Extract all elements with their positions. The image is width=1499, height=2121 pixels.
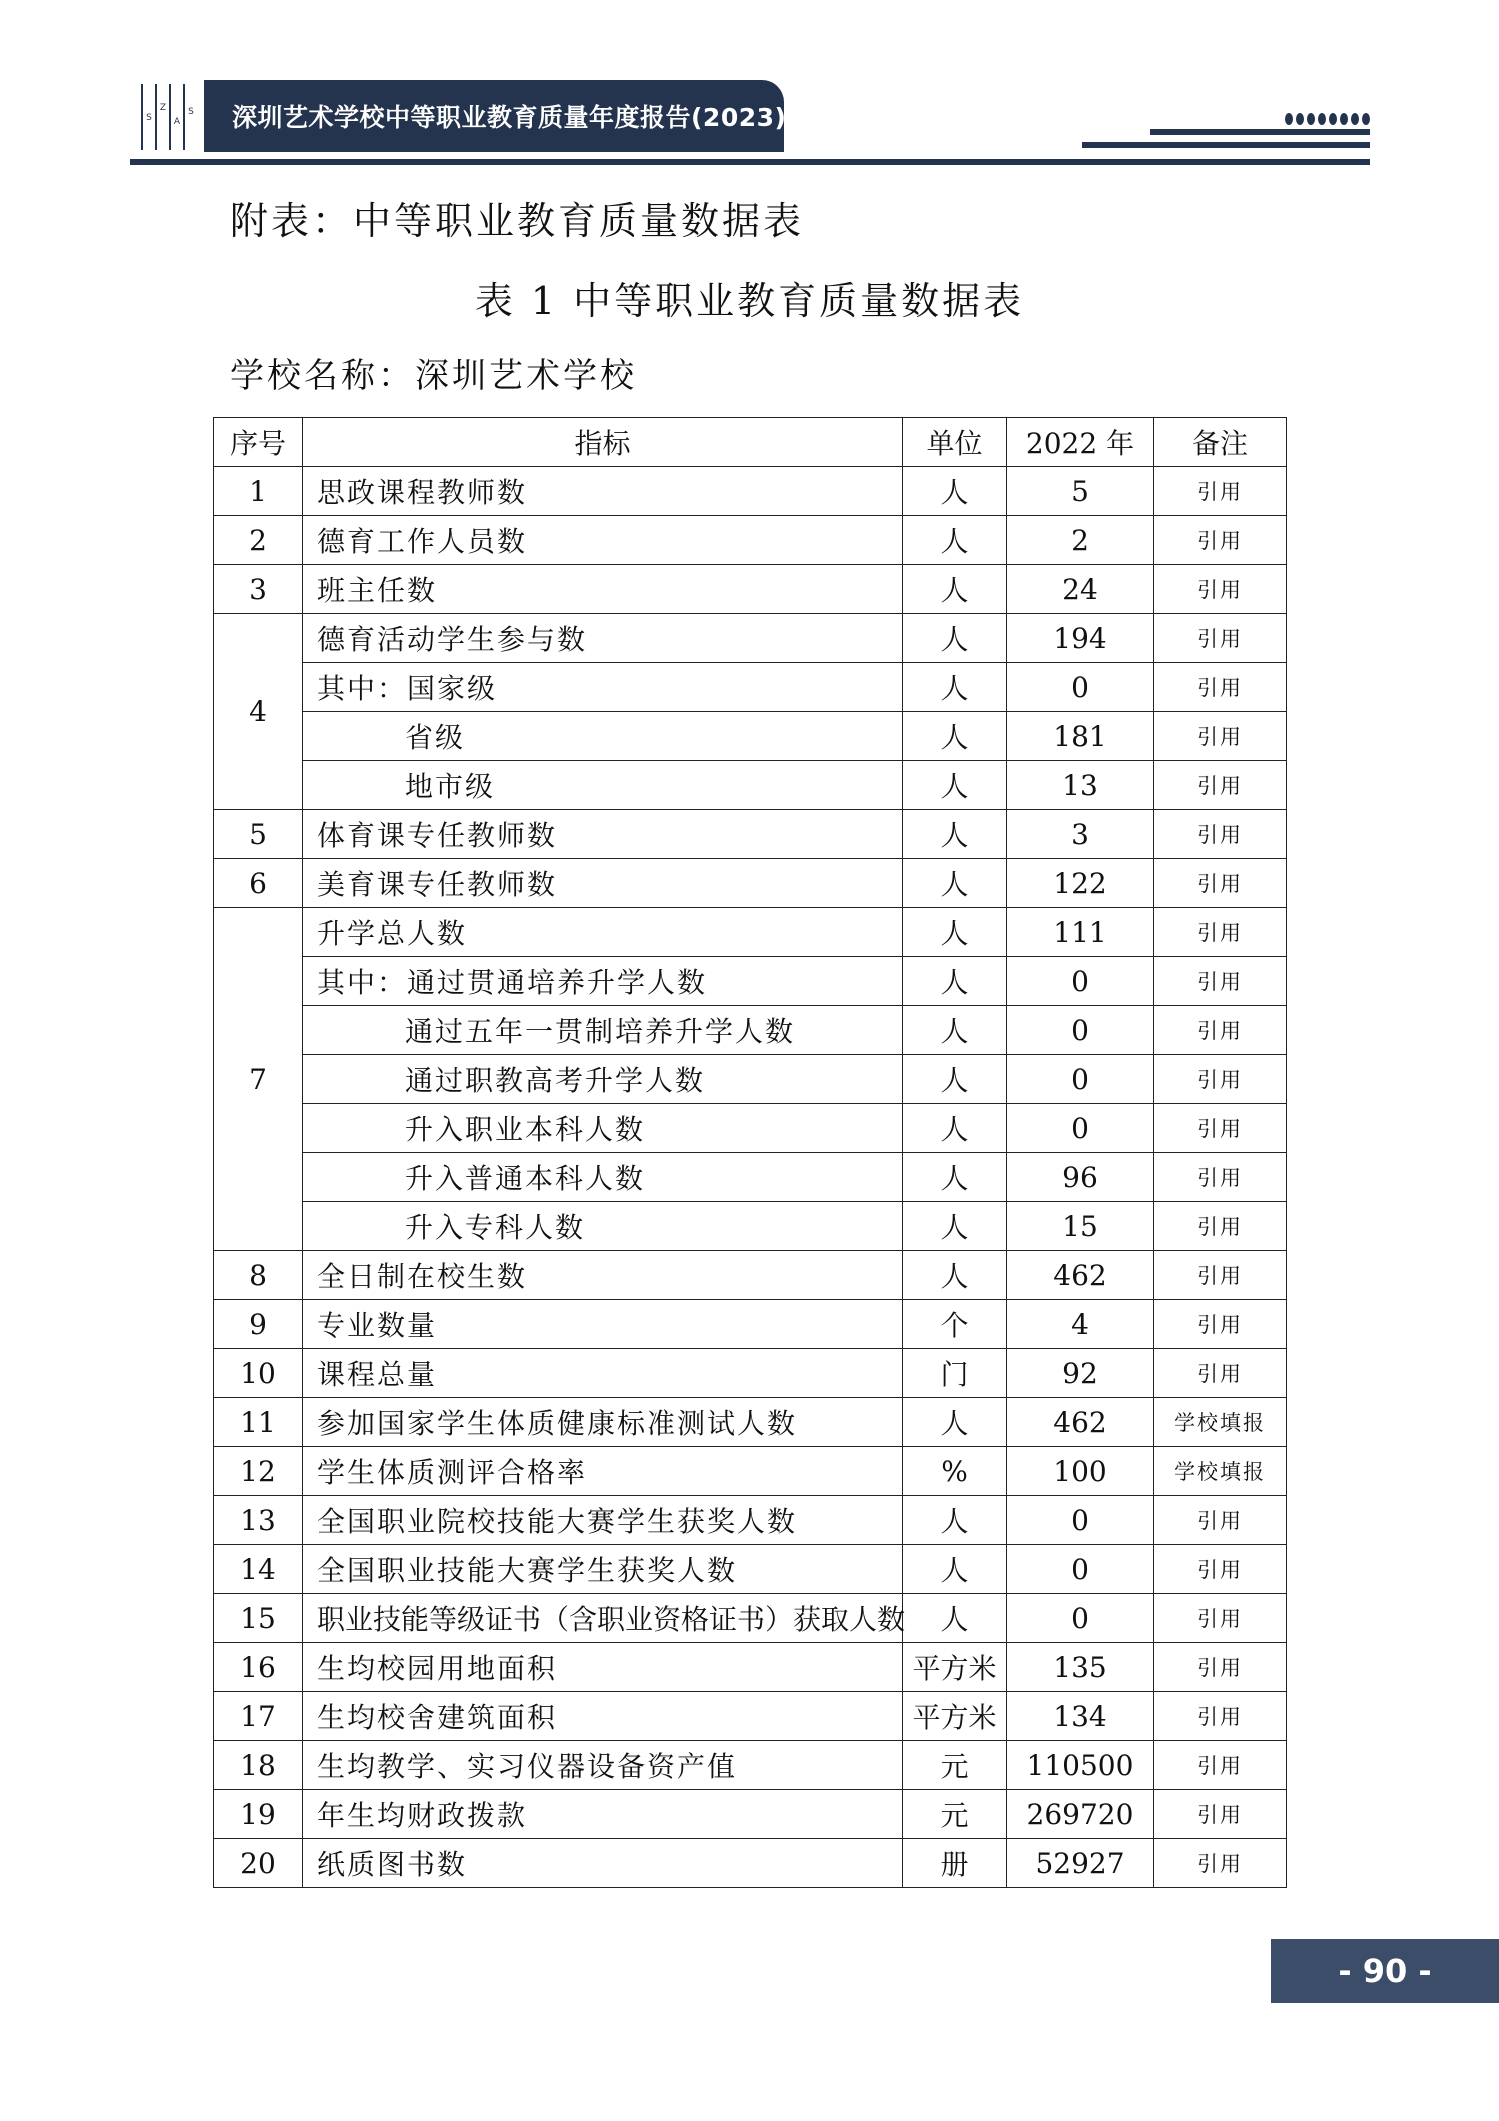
row-unit: % [903, 1447, 1007, 1496]
row-number: 9 [214, 1300, 303, 1349]
row-note: 引用 [1154, 1055, 1287, 1104]
row-value: 462 [1007, 1398, 1154, 1447]
row-unit: 元 [903, 1741, 1007, 1790]
row-note: 引用 [1154, 1104, 1287, 1153]
row-unit: 人 [903, 712, 1007, 761]
row-indicator: 升入职业本科人数 [303, 1104, 903, 1153]
table-header-row [214, 418, 1287, 467]
row-unit: 人 [903, 859, 1007, 908]
header-accent-bar [1150, 129, 1370, 135]
table-row [214, 908, 1287, 957]
row-indicator: 课程总量 [303, 1349, 903, 1398]
row-number: 10 [214, 1349, 303, 1398]
row-number: 11 [214, 1398, 303, 1447]
row-unit: 人 [903, 467, 1007, 516]
row-note: 引用 [1154, 761, 1287, 810]
row-number: 14 [214, 1545, 303, 1594]
row-unit: 人 [903, 761, 1007, 810]
row-number: 18 [214, 1741, 303, 1790]
row-value: 135 [1007, 1643, 1154, 1692]
row-value: 269720 [1007, 1790, 1154, 1839]
row-value: 0 [1007, 663, 1154, 712]
table-row [214, 1104, 1287, 1153]
row-indicator: 班主任数 [303, 565, 903, 614]
row-value: 4 [1007, 1300, 1154, 1349]
row-unit: 人 [903, 908, 1007, 957]
row-unit: 人 [903, 810, 1007, 859]
row-value: 15 [1007, 1202, 1154, 1251]
row-unit: 人 [903, 1496, 1007, 1545]
row-unit: 人 [903, 614, 1007, 663]
row-indicator: 参加国家学生体质健康标准测试人数 [303, 1398, 903, 1447]
row-number: 3 [214, 565, 303, 614]
header-indicator: 指标 [303, 418, 903, 467]
row-indicator: 体育课专任教师数 [303, 810, 903, 859]
table-row [214, 467, 1287, 516]
row-indicator: 德育活动学生参与数 [303, 614, 903, 663]
row-note: 引用 [1154, 1545, 1287, 1594]
row-number: 6 [214, 859, 303, 908]
decorative-dots-icon [1284, 112, 1374, 126]
row-unit: 人 [903, 1594, 1007, 1643]
row-number: 13 [214, 1496, 303, 1545]
row-number: 12 [214, 1447, 303, 1496]
row-indicator: 通过五年一贯制培养升学人数 [303, 1006, 903, 1055]
row-unit: 人 [903, 516, 1007, 565]
table-row [214, 1251, 1287, 1300]
row-note: 引用 [1154, 1251, 1287, 1300]
row-note: 引用 [1154, 1594, 1287, 1643]
row-indicator: 年生均财政拨款 [303, 1790, 903, 1839]
row-note: 引用 [1154, 1643, 1287, 1692]
row-value: 92 [1007, 1349, 1154, 1398]
svg-text:S: S [188, 107, 194, 117]
table-row [214, 1692, 1287, 1741]
row-unit: 人 [903, 1006, 1007, 1055]
row-note: 学校填报 [1154, 1447, 1287, 1496]
page-number: - 90 - [1271, 1939, 1499, 2003]
table-row [214, 1153, 1287, 1202]
table-row [214, 957, 1287, 1006]
table-row [214, 1006, 1287, 1055]
row-unit: 人 [903, 1104, 1007, 1153]
school-logo-icon [140, 80, 196, 152]
row-note: 引用 [1154, 1741, 1287, 1790]
row-note: 引用 [1154, 1496, 1287, 1545]
row-value: 0 [1007, 1545, 1154, 1594]
row-indicator: 生均校园用地面积 [303, 1643, 903, 1692]
row-value: 0 [1007, 957, 1154, 1006]
row-value: 52927 [1007, 1839, 1154, 1888]
row-note: 引用 [1154, 712, 1287, 761]
row-number: 2 [214, 516, 303, 565]
row-unit: 人 [903, 1153, 1007, 1202]
row-note: 引用 [1154, 614, 1287, 663]
header-note: 备注 [1154, 418, 1287, 467]
header-rule [130, 159, 1370, 165]
table-row [214, 1447, 1287, 1496]
row-unit: 个 [903, 1300, 1007, 1349]
row-indicator: 升学总人数 [303, 908, 903, 957]
row-note: 学校填报 [1154, 1398, 1287, 1447]
row-note: 引用 [1154, 957, 1287, 1006]
row-note: 引用 [1154, 1790, 1287, 1839]
row-note: 引用 [1154, 1839, 1287, 1888]
row-unit: 人 [903, 1202, 1007, 1251]
row-note: 引用 [1154, 1006, 1287, 1055]
row-value: 462 [1007, 1251, 1154, 1300]
table-row [214, 663, 1287, 712]
row-note: 引用 [1154, 663, 1287, 712]
row-number: 1 [214, 467, 303, 516]
row-note: 引用 [1154, 859, 1287, 908]
svg-text:A: A [173, 117, 181, 127]
row-number: 17 [214, 1692, 303, 1741]
row-value: 0 [1007, 1496, 1154, 1545]
row-number: 15 [214, 1594, 303, 1643]
table-row [214, 810, 1287, 859]
row-indicator: 通过职教高考升学人数 [303, 1055, 903, 1104]
table-row [214, 614, 1287, 663]
table-row [214, 1398, 1287, 1447]
school-name-line: 学校名称：深圳艺术学校 [230, 356, 637, 396]
row-indicator: 生均教学、实习仪器设备资产值 [303, 1741, 903, 1790]
row-unit: 人 [903, 565, 1007, 614]
row-indicator: 其中：通过贯通培养升学人数 [303, 957, 903, 1006]
row-indicator: 升入专科人数 [303, 1202, 903, 1251]
row-value: 122 [1007, 859, 1154, 908]
row-number: 5 [214, 810, 303, 859]
table-row [214, 1300, 1287, 1349]
table-row [214, 565, 1287, 614]
row-number: 19 [214, 1790, 303, 1839]
row-unit: 人 [903, 1251, 1007, 1300]
row-value: 181 [1007, 712, 1154, 761]
svg-text:Z: Z [159, 103, 167, 113]
table-row [214, 1643, 1287, 1692]
row-indicator: 省级 [303, 712, 903, 761]
row-indicator: 全国职业院校技能大赛学生获奖人数 [303, 1496, 903, 1545]
row-value: 96 [1007, 1153, 1154, 1202]
row-unit: 册 [903, 1839, 1007, 1888]
row-unit: 人 [903, 663, 1007, 712]
report-title: 深圳艺术学校中等职业教育质量年度报告(2023) [232, 103, 787, 132]
row-indicator: 职业技能等级证书（含职业资格证书）获取人数 [303, 1594, 903, 1643]
header-unit: 单位 [903, 418, 1007, 467]
table-row [214, 1790, 1287, 1839]
row-indicator: 全日制在校生数 [303, 1251, 903, 1300]
appendix-title: 附表：中等职业教育质量数据表 [230, 199, 805, 243]
row-value: 2 [1007, 516, 1154, 565]
table-row [214, 712, 1287, 761]
table-row [214, 1839, 1287, 1888]
row-indicator: 纸质图书数 [303, 1839, 903, 1888]
row-indicator: 全国职业技能大赛学生获奖人数 [303, 1545, 903, 1594]
row-indicator: 生均校舍建筑面积 [303, 1692, 903, 1741]
row-note: 引用 [1154, 810, 1287, 859]
table-title: 表 1 中等职业教育质量数据表 [474, 279, 1025, 323]
row-unit: 元 [903, 1790, 1007, 1839]
header-year: 2022 年 [1007, 418, 1154, 467]
svg-text:S: S [146, 113, 152, 123]
row-unit: 人 [903, 1055, 1007, 1104]
table-row [214, 1055, 1287, 1104]
table-row [214, 1349, 1287, 1398]
row-note: 引用 [1154, 516, 1287, 565]
row-value: 110500 [1007, 1741, 1154, 1790]
row-indicator: 地市级 [303, 761, 903, 810]
row-indicator: 学生体质测评合格率 [303, 1447, 903, 1496]
row-value: 0 [1007, 1006, 1154, 1055]
row-number: 16 [214, 1643, 303, 1692]
row-note: 引用 [1154, 1202, 1287, 1251]
row-unit: 平方米 [903, 1692, 1007, 1741]
row-note: 引用 [1154, 565, 1287, 614]
row-value: 194 [1007, 614, 1154, 663]
row-note: 引用 [1154, 1153, 1287, 1202]
row-number: 4 [214, 614, 303, 810]
row-value: 5 [1007, 467, 1154, 516]
row-indicator: 升入普通本科人数 [303, 1153, 903, 1202]
header-accent-bar [1082, 142, 1370, 148]
row-indicator: 德育工作人员数 [303, 516, 903, 565]
row-unit: 门 [903, 1349, 1007, 1398]
row-value: 24 [1007, 565, 1154, 614]
row-indicator: 美育课专任教师数 [303, 859, 903, 908]
table-row [214, 1545, 1287, 1594]
row-value: 0 [1007, 1104, 1154, 1153]
table-row [214, 1202, 1287, 1251]
table-row [214, 1594, 1287, 1643]
quality-data-table [213, 417, 1287, 1888]
row-number: 7 [214, 908, 303, 1251]
row-note: 引用 [1154, 1349, 1287, 1398]
row-value: 13 [1007, 761, 1154, 810]
table-row [214, 516, 1287, 565]
row-indicator: 其中：国家级 [303, 663, 903, 712]
table-row [214, 859, 1287, 908]
row-note: 引用 [1154, 467, 1287, 516]
row-value: 100 [1007, 1447, 1154, 1496]
row-value: 3 [1007, 810, 1154, 859]
row-value: 134 [1007, 1692, 1154, 1741]
row-note: 引用 [1154, 1300, 1287, 1349]
table-row [214, 1496, 1287, 1545]
row-value: 0 [1007, 1594, 1154, 1643]
header-no: 序号 [214, 418, 303, 467]
header-banner [204, 80, 787, 152]
row-indicator: 思政课程教师数 [303, 467, 903, 516]
row-indicator: 专业数量 [303, 1300, 903, 1349]
table-row [214, 761, 1287, 810]
row-number: 20 [214, 1839, 303, 1888]
row-number: 8 [214, 1251, 303, 1300]
table-row [214, 1741, 1287, 1790]
row-unit: 平方米 [903, 1643, 1007, 1692]
row-unit: 人 [903, 1545, 1007, 1594]
row-value: 0 [1007, 1055, 1154, 1104]
row-value: 111 [1007, 908, 1154, 957]
row-unit: 人 [903, 957, 1007, 1006]
row-note: 引用 [1154, 1692, 1287, 1741]
row-unit: 人 [903, 1398, 1007, 1447]
row-note: 引用 [1154, 908, 1287, 957]
